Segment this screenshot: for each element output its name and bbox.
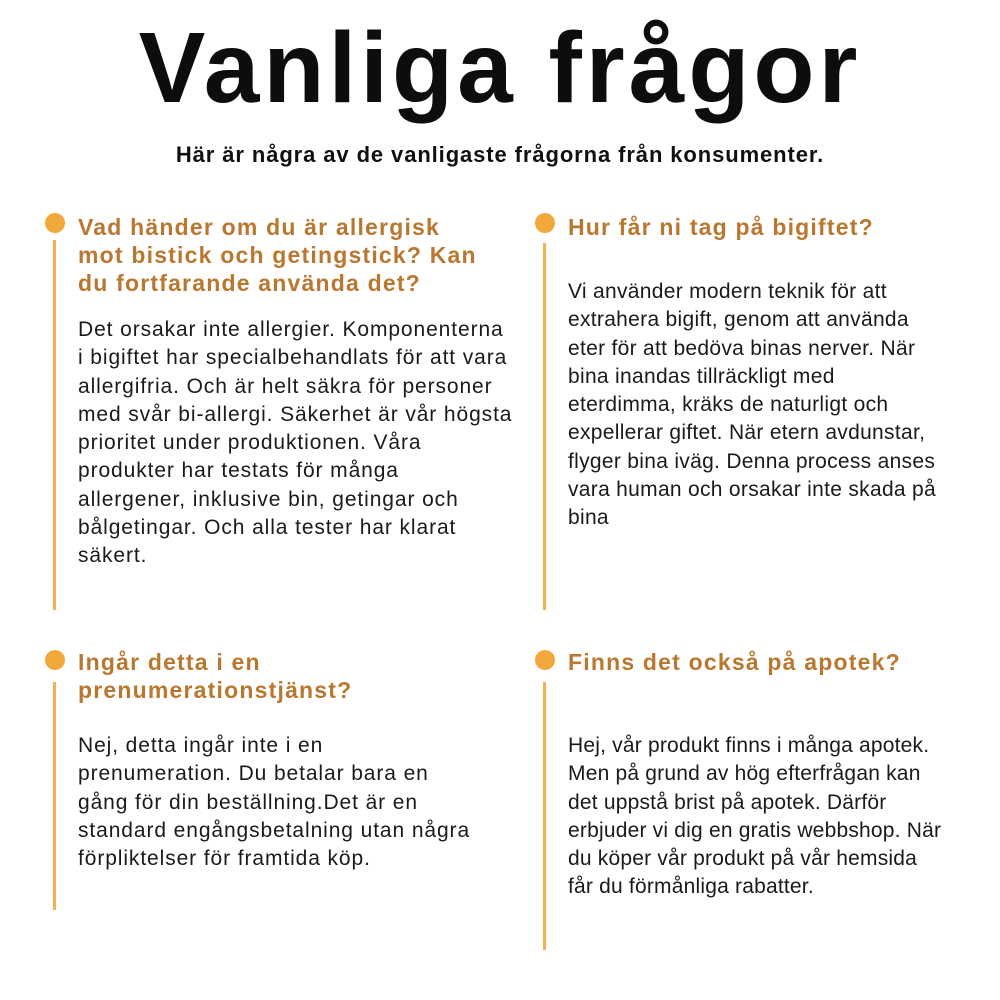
- faq-question: [78, 648, 352, 704]
- answer-line: Vi använder modern teknik för att: [568, 280, 887, 303]
- bullet-dot-icon: [45, 213, 65, 233]
- question-line: prenumerationstjänst?: [78, 677, 353, 703]
- answer-line: det uppstå brist på apotek. Därför: [568, 790, 887, 814]
- answer-line: förpliktelser för framtida köp.: [78, 847, 371, 871]
- answer-line: produkter har testats för många: [78, 459, 399, 483]
- bullet-dot-icon: [535, 213, 555, 233]
- accent-divider-line: [543, 243, 546, 610]
- answer-line: eterdimma, kräks de naturligt och: [568, 393, 889, 417]
- answer-line: Men på grund av hög efterfrågan kan: [568, 762, 921, 786]
- answer-line: gång för din beställning.Det är en: [78, 790, 418, 814]
- faq-answer: [78, 732, 470, 873]
- answer-line: i bigiftet har specialbehandlats för att vara: [78, 346, 508, 370]
- faq-question: [568, 648, 901, 676]
- page-title: Vanliga frågor: [138, 12, 862, 124]
- answer-line: Nej, detta ingår inte i en: [78, 734, 324, 757]
- question-line: Vad händer om du är allergisk: [78, 214, 441, 240]
- answer-line: säkert.: [78, 544, 148, 568]
- question-line: Hur får ni tag på bigiftet?: [568, 214, 874, 240]
- question-line: Ingår detta i en: [78, 649, 261, 675]
- faq-question: [78, 213, 477, 297]
- answer-line: prenumeration. Du betalar bara en: [78, 762, 429, 786]
- answer-line: standard engångsbetalning utan några: [78, 818, 471, 842]
- accent-divider-line: [543, 682, 546, 950]
- answer-line: expellerar giftet. När etern avdunstar,: [568, 421, 926, 445]
- answer-line: allergener, inklusive bin, getingar och: [78, 487, 459, 511]
- answer-line: vara human och orsakar inte skada på: [568, 478, 937, 502]
- question-line: du fortfarande använda det?: [78, 270, 421, 296]
- question-line: mot bistick och getingstick? Kan: [78, 242, 477, 268]
- answer-line: Hej, vår produkt finns i många apotek.: [568, 734, 930, 757]
- answer-line: bina: [568, 506, 609, 530]
- bullet-dot-icon: [535, 650, 555, 670]
- faq-answer: [568, 278, 936, 533]
- answer-line: allergifria. Och är helt säkra för personer: [78, 374, 493, 398]
- question-line: Finns det också på apotek?: [568, 649, 901, 675]
- faq-answer: [78, 316, 512, 571]
- answer-line: bålgetingar. Och alla tester har klarat: [78, 516, 457, 540]
- answer-line: du köper vår produkt på vår hemsida: [568, 847, 918, 871]
- answer-line: bina inandas tillräckligt med: [568, 364, 835, 388]
- answer-line: med svår bi-allergi. Säkerhet är vår högsta: [78, 402, 513, 426]
- answer-line: prioritet under produktionen. Våra: [78, 431, 422, 455]
- bullet-dot-icon: [45, 650, 65, 670]
- faq-answer: [568, 732, 941, 902]
- page-subtitle: Här är några av de vanligaste frågorna från konsumenter.: [175, 142, 825, 167]
- answer-line: extrahera bigift, genom att använda: [568, 308, 909, 332]
- answer-line: flyger bina iväg. Denna process anses: [568, 449, 936, 473]
- faq-question: [568, 213, 874, 241]
- answer-line: Det orsakar inte allergier. Komponenterna: [78, 318, 504, 341]
- accent-divider-line: [53, 240, 56, 610]
- answer-line: eter för att bedöva binas nerver. När: [568, 336, 916, 360]
- accent-divider-line: [53, 682, 56, 910]
- answer-line: får du förmånliga rabatter.: [568, 875, 814, 899]
- answer-line: erbjuder vi dig en gratis webbshop. När: [568, 818, 942, 842]
